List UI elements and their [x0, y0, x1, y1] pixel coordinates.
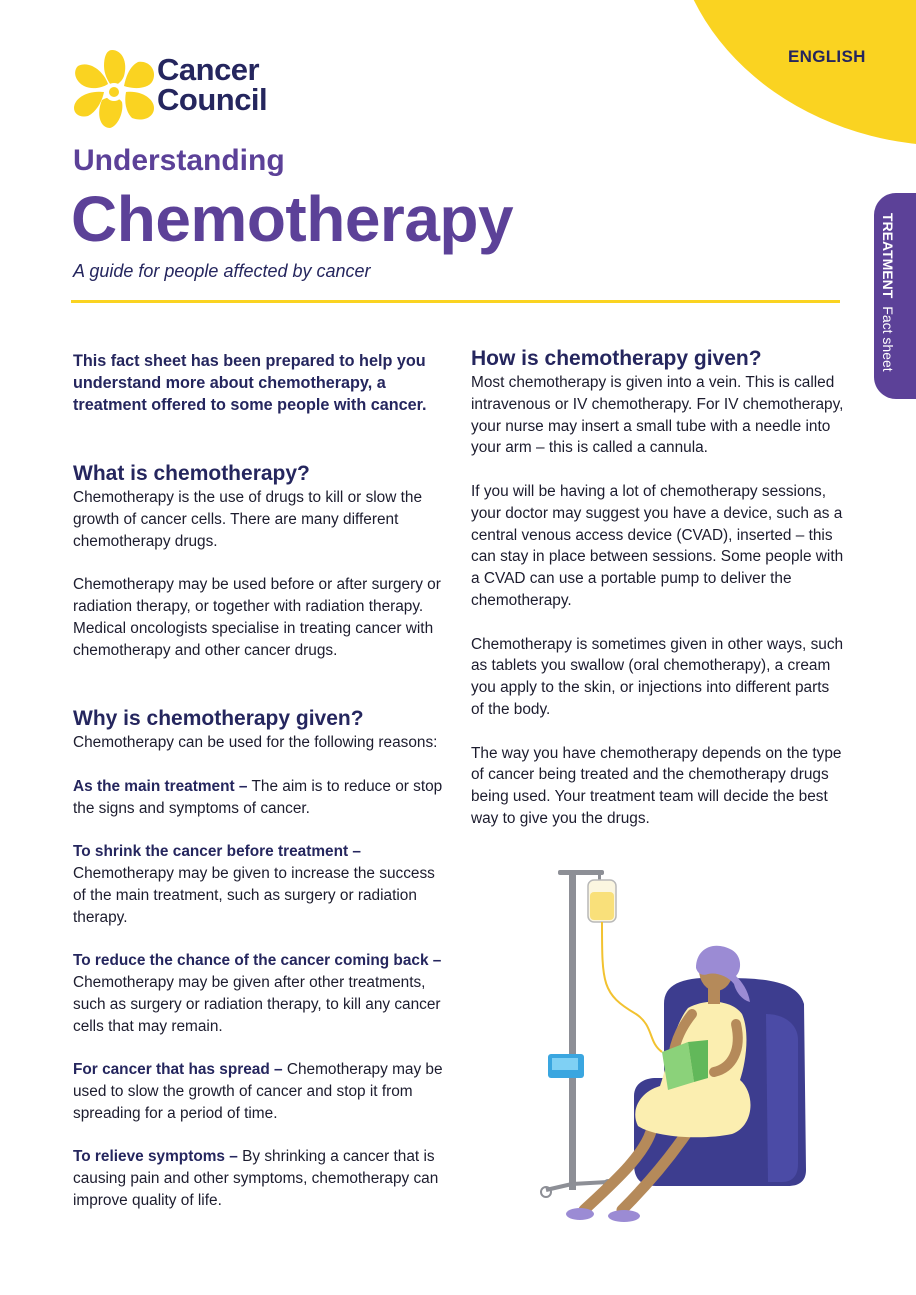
side-tab-category: TREATMENT: [880, 213, 896, 299]
right-column: [471, 345, 846, 852]
paragraph: Chemotherapy can be used for the following reasons:: [73, 734, 438, 752]
paragraph: Chemotherapy may be used before or after surgery or radiation therapy, or together with radiation therapy. Medical oncologists specialise in treating cancer with chemotherapy and other cancer drugs.: [73, 576, 441, 659]
reason-item: [73, 841, 448, 928]
paragraph: Chemotherapy is the use of drugs to kill or slow the growth of cancer cells. There are many different chemotherapy drugs.: [73, 489, 423, 550]
daffodil-logo-icon: [68, 46, 164, 130]
left-column: [73, 350, 448, 1234]
paragraph: If you will be having a lot of chemotherapy sessions, your doctor may suggest you have a device, such as a central venous access device (CVAD), inserted – this can stay in place between sessions. Some people with a CVAD can use a portable pump to deliver the chemotherapy.: [471, 482, 844, 609]
brand-line-1: Cancer: [157, 52, 260, 87]
reason-item: [73, 776, 448, 820]
reason-lead: To reduce the chance of the cancer coming back –: [73, 952, 442, 970]
paragraph: Most chemotherapy is given into a vein. This is called intravenous or IV chemotherapy. For IV chemotherapy, your nurse may insert a small tube with a needle into your arm – this is called a cannula.: [471, 374, 844, 457]
reason-text: By shrinking a cancer that is causing pain and other symptoms, chemotherapy can improve quality of life.: [73, 1148, 439, 1209]
section-heading-why: Why is chemotherapy given?: [73, 707, 364, 731]
reason-item: [73, 1059, 448, 1124]
reason-lead: To shrink the cancer before treatment –: [73, 843, 361, 861]
chemotherapy-patient-illustration: [536, 864, 836, 1234]
reason-item: [73, 1146, 448, 1211]
reason-lead: As the main treatment –: [73, 777, 248, 795]
language-label: ENGLISH: [788, 47, 866, 66]
reason-text: The aim is to reduce or stop the signs and symptoms of cancer.: [73, 777, 443, 817]
reason-text: Chemotherapy may be given to increase the success of the main treatment, such as surgery or radiation therapy.: [73, 864, 435, 926]
reason-text: Chemotherapy may be given after other treatments, such as surgery or radiation therapy, to kill any cancer cells that may remain.: [73, 973, 441, 1035]
title-kicker: Understanding: [73, 144, 285, 177]
decorative-yellow-circle: [672, 0, 916, 146]
side-tab-type: Fact sheet: [880, 306, 896, 372]
title-divider: [71, 300, 840, 303]
section-heading-what: What is chemotherapy?: [73, 462, 310, 485]
paragraph: Chemotherapy is sometimes given in other ways, such as tablets you swallow (oral chemotherapy), a cream you apply to the skin, or injections into different parts of the body.: [471, 635, 844, 718]
page-subtitle: A guide for people affected by cancer: [73, 261, 371, 281]
reason-lead: To relieve symptoms –: [73, 1148, 238, 1166]
reason-lead: For cancer that has spread –: [73, 1061, 283, 1079]
brand-line-2: Council: [157, 82, 268, 117]
spacer: [73, 683, 448, 705]
section-heading-how: How is chemotherapy given?: [471, 347, 762, 370]
brand-name: [157, 52, 268, 117]
reason-text: Chemotherapy may be used to slow the growth of cancer and stop it from spreading for a period of time.: [73, 1061, 443, 1122]
intro-paragraph: This fact sheet has been prepared to help you understand more about chemotherapy, a treatment offered to some people with cancer.: [73, 352, 427, 414]
paragraph: The way you have chemotherapy depends on the type of cancer being treated and the chemotherapy drugs being used. Your treatment team will decide the best way to give you the drugs.: [471, 744, 842, 827]
category-side-tab-text: [880, 213, 896, 372]
page-title: Chemotherapy: [71, 183, 514, 255]
reason-item: [73, 950, 448, 1037]
